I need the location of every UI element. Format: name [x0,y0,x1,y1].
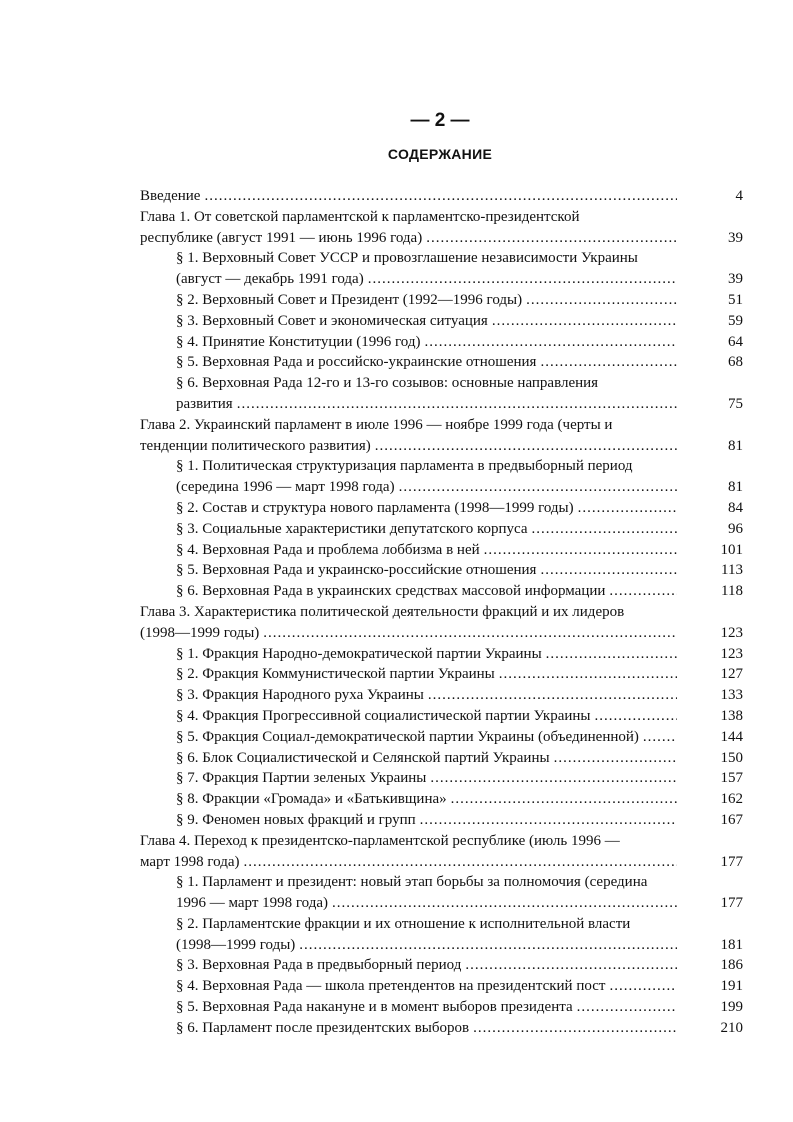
dot-leader [546,644,677,665]
toc-page-number: 51 [728,291,743,308]
toc-section-entry [140,810,743,831]
toc-page-number: 123 [720,624,743,641]
dot-leader [540,560,677,581]
toc-page-number: 191 [720,978,743,995]
toc-entry-text: § 5. Верховная Рада и украинско-российские отношения [176,562,537,579]
toc-chapter-entry [140,186,743,207]
toc-entry-line [176,581,677,602]
toc-entry-line [176,789,677,810]
toc-entry-text: § 6. Верховная Рада в украинских средствах массовой информации [176,583,606,600]
dot-leader [540,352,677,373]
toc-section-entry [140,560,743,581]
toc-entry-line [176,477,677,498]
toc-entry-line [176,997,677,1018]
dot-leader [332,893,677,914]
dot-leader [473,1018,677,1039]
toc-section-entry [140,498,743,519]
toc-entry-text: Глава 3. Характеристика политической деятельности фракций и их лидеров [140,603,625,620]
toc-page-number: 96 [728,520,743,537]
toc-entry-text: § 5. Верховная Рада накануне и в момент выборов президента [176,999,573,1016]
toc-entry-text: Глава 2. Украинский парламент в июле 1996 — ноябре 1999 года (черты и [140,416,613,433]
toc-entry-text: § 4. Фракция Прогрессивной социалистической партии Украины [176,707,591,724]
toc-page-number: 4 [735,188,743,204]
toc-chapter-entry [140,831,743,873]
toc-page-number: 39 [728,271,743,288]
dot-leader [609,976,677,997]
dot-leader [244,852,677,873]
toc-entry-text: Введение [140,188,201,204]
toc-entry-text: (1998—1999 годы) [176,936,296,953]
table-of-contents [140,186,743,1039]
toc-section-entry [140,976,743,997]
toc-section-entry [140,768,743,789]
dot-leader [204,186,677,207]
toc-entry-line [176,748,677,769]
toc-page-number: 210 [720,1019,743,1036]
dot-leader [299,935,677,956]
toc-section-entry [140,789,743,810]
toc-entry-text: § 1. Верховный Совет УССР и провозглашение независимости Украины [176,250,638,267]
toc-page-number: 177 [720,895,743,912]
dot-leader [578,498,677,519]
toc-section-entry [140,748,743,769]
toc-page-number: 144 [720,728,743,745]
dot-leader [609,581,677,602]
toc-entry-text: § 4. Принятие Конституции (1996 год) [176,333,421,350]
toc-page-number: 39 [728,229,743,246]
toc-section-entry [140,332,743,353]
toc-entry-text: § 2. Парламентские фракции и их отношение к исполнительной власти [176,915,631,932]
toc-page-number: 64 [728,333,743,350]
toc-section-entry [140,914,743,956]
toc-entry-line [176,664,677,685]
toc-page-number: 81 [728,479,743,496]
toc-section-entry [140,373,743,415]
toc-section-entry [140,706,743,727]
toc-entry-text: § 4. Верховная Рада — школа претендентов на президентский пост [176,978,606,995]
dot-leader [263,623,677,644]
toc-section-entry [140,997,743,1018]
toc-entry-line [176,893,677,914]
toc-entry-text: Глава 1. От советской парламентской к парламентско-президентской [140,208,580,225]
toc-entry-text: § 1. Фракция Народно-демократической партии Украины [176,645,542,662]
toc-entry-text: § 7. Фракция Партии зеленых Украины [176,770,427,787]
toc-section-entry [140,727,743,748]
toc-entry-line [176,727,677,748]
toc-entry-text: (август — декабрь 1991 года) [176,271,364,288]
toc-entry-line [140,436,677,457]
toc-page-number: 59 [728,312,743,329]
toc-chapter-entry [140,602,743,644]
dot-leader [426,228,677,249]
toc-entry-text: § 8. Фракции «Громада» и «Батькивщина» [176,791,447,808]
toc-page-number: 101 [720,541,743,558]
toc-section-entry [140,644,743,665]
toc-entry-text: § 3. Фракция Народного руха Украины [176,687,424,704]
toc-page-number: 68 [728,354,743,371]
toc-entry-line [176,706,677,727]
toc-entry-text: Глава 4. Переход к президентско-парламентской республике (июль 1996 — [140,832,620,849]
toc-entry-line [140,228,677,249]
dot-leader [532,519,677,540]
dot-leader [430,768,677,789]
toc-entry-line [176,394,677,415]
toc-page-number: 157 [720,770,743,787]
toc-entry-line [176,352,677,373]
dot-leader [492,311,677,332]
toc-section-entry [140,581,743,602]
toc-entry-line [176,540,677,561]
toc-entry-text: § 5. Фракция Социал-демократической партии Украины (объединенной) [176,728,639,745]
toc-section-entry [140,685,743,706]
toc-entry-text: (1998—1999 годы) [140,624,260,641]
toc-page-number: 186 [720,957,743,974]
toc-section-entry [140,540,743,561]
toc-page-number: 113 [721,562,743,579]
dot-leader [577,997,677,1018]
page-number: — 2 — [410,110,470,131]
toc-entry-line [140,623,677,644]
toc-entry-text: § 3. Верховная Рада в предвыборный период [176,957,462,974]
toc-entry-text: тенденции политического развития) [140,437,371,454]
dot-leader [595,706,677,727]
toc-entry-line [176,498,677,519]
dot-leader [554,748,677,769]
dot-leader [399,477,677,498]
dot-leader [424,332,677,353]
toc-entry-line [176,935,677,956]
toc-entry-line [176,955,677,976]
toc-entry-line [176,685,677,706]
toc-entry-line [176,768,677,789]
dot-leader [643,727,677,748]
toc-chapter-entry [140,207,743,249]
toc-page-number: 162 [720,791,743,808]
toc-section-entry [140,352,743,373]
toc-entry-line [176,644,677,665]
toc-page-number: 177 [720,853,743,870]
toc-entry-text: § 9. Феномен новых фракций и групп [176,811,416,828]
toc-section-entry [140,519,743,540]
dot-leader [420,810,677,831]
toc-page-number: 199 [720,999,743,1016]
toc-entry-line [176,269,677,290]
toc-entry-text: март 1998 года) [140,853,240,870]
toc-page-number: 138 [720,707,743,724]
dot-leader [484,540,677,561]
toc-entry-text: § 2. Фракция Коммунистической партии Украины [176,666,495,683]
toc-entry-line [140,186,677,207]
dot-leader [451,789,677,810]
dot-leader [526,290,677,311]
toc-entry-line [176,560,677,581]
toc-page-number: 127 [720,666,743,683]
toc-entry-line [176,519,677,540]
toc-section-entry [140,955,743,976]
toc-entry-line [176,976,677,997]
toc-entry-text: (середина 1996 — март 1998 года) [176,479,395,496]
toc-entry-line [176,332,677,353]
toc-page-number: 75 [728,395,743,412]
toc-page-number: 118 [721,583,743,600]
dot-leader [237,394,677,415]
toc-section-entry [140,311,743,332]
toc-entry-text: § 6. Верховная Рада 12-го и 13-го созывов: основные направления [176,375,599,392]
toc-section-entry [140,664,743,685]
toc-entry-text: § 3. Верховный Совет и экономическая ситуация [176,312,488,329]
toc-page-number: 167 [720,811,743,828]
page-title: СОДЕРЖАНИЕ [387,146,493,162]
dot-leader [428,685,677,706]
toc-entry-text: § 6. Парламент после президентских выборов [176,1019,470,1036]
toc-entry-text: § 3. Социальные характеристики депутатского корпуса [176,520,528,537]
toc-entry-line [176,311,677,332]
toc-entry-text: § 1. Политическая структуризация парламента в предвыборный период [176,458,633,475]
toc-entry-line [176,290,677,311]
toc-section-entry [140,248,743,290]
dot-leader [375,436,677,457]
toc-entry-text: § 2. Верховный Совет и Президент (1992—1996 годы) [176,291,523,308]
toc-page-number: 84 [728,499,743,516]
toc-entry-line [140,852,677,873]
toc-section-entry [140,872,743,914]
toc-section-entry [140,290,743,311]
toc-page-number: 181 [720,936,743,953]
toc-page-number: 81 [728,437,743,454]
toc-section-entry [140,1018,743,1039]
toc-entry-line [176,810,677,831]
toc-page-number: 123 [720,645,743,662]
toc-section-entry [140,456,743,498]
toc-entry-text: 1996 — март 1998 года) [176,895,329,912]
dot-leader [368,269,677,290]
toc-entry-text: § 2. Состав и структура нового парламента (1998—1999 годы) [176,499,574,516]
toc-entry-text: республике (август 1991 — июнь 1996 года) [140,229,423,246]
dot-leader [499,664,677,685]
toc-entry-line [176,1018,677,1039]
toc-page-number: 150 [720,749,743,766]
toc-entry-text: § 5. Верховная Рада и российско-украинские отношения [176,354,537,371]
toc-chapter-entry [140,415,743,457]
dot-leader [465,955,677,976]
toc-entry-text: § 4. Верховная Рада и проблема лоббизма в ней [176,541,480,558]
toc-entry-text: § 6. Блок Социалистической и Селянской партий Украины [176,749,550,766]
toc-entry-text: § 1. Парламент и президент: новый этап борьбы за полномочия (середина [176,874,648,891]
toc-page-number: 133 [720,687,743,704]
toc-entry-text: развития [176,395,233,412]
